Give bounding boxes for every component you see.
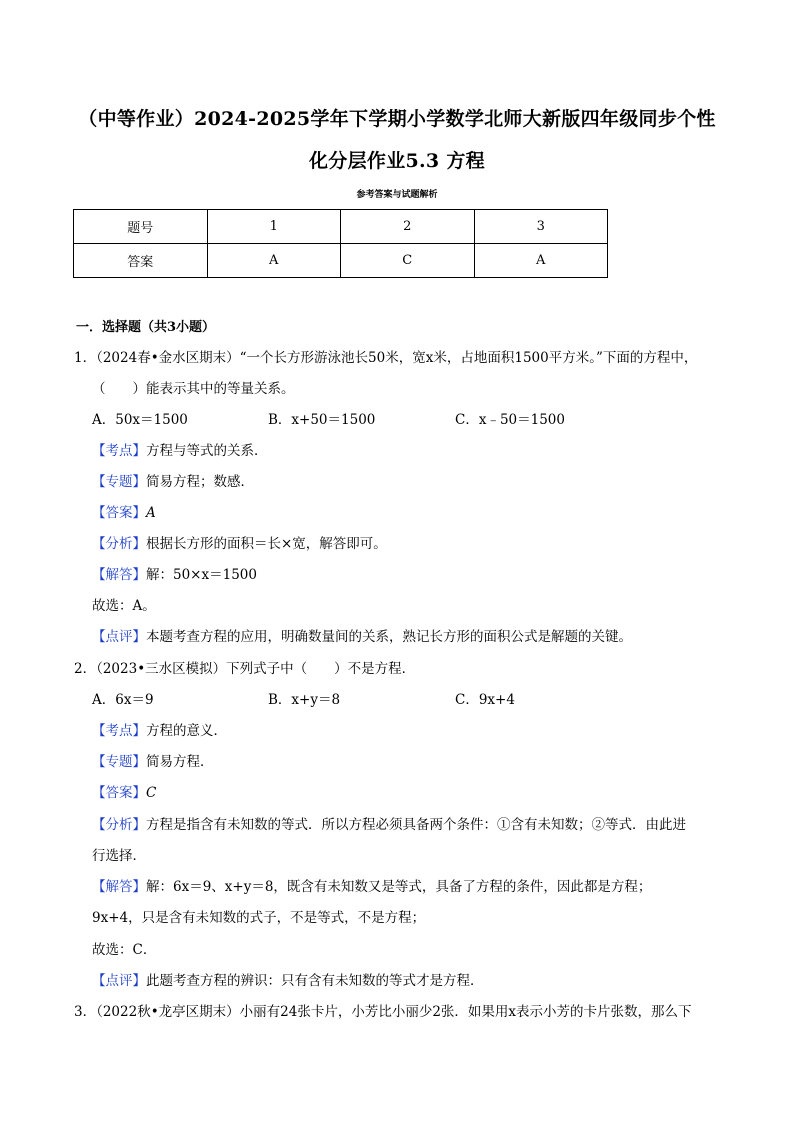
q2-fenxi	[92, 815, 686, 835]
answer-table-row-answers	[74, 244, 608, 278]
q1-stem-line-1: 1．（2024春•金水区期末）“一个长方形游泳池长50米，宽x米，占地面积1500平方米。”下面的方程中，	[74, 350, 698, 366]
q1-option-c: C．x﹣50＝1500	[455, 412, 565, 428]
q1-dianping-text: 本题考查方程的应用，明确数量间的关系，熟记长方形的面积公式是解题的关键。	[146, 629, 632, 645]
dianping-tag: 【点评】	[92, 973, 146, 989]
table-cell: C	[341, 244, 475, 278]
q1-daan	[92, 503, 156, 523]
q2-stem: 2．（2023•三水区模拟）下列式子中（ ）不是方程．	[74, 661, 416, 677]
q1-daan-text: A	[146, 505, 156, 521]
jieda-tag: 【解答】	[92, 567, 146, 583]
q2-kaodian-text: 方程的意义．	[146, 723, 227, 739]
q2-daan-text: C	[146, 785, 157, 801]
fenxi-tag: 【分析】	[92, 817, 146, 833]
answer-table	[73, 209, 608, 278]
q2-dianping-text: 此题考查方程的辨识：只有含有未知数的等式才是方程．	[146, 973, 484, 989]
q2-jieda-line-2: 9x+4，只是含有未知数的式子，不是等式，不是方程；	[92, 910, 426, 926]
table-cell: 1	[207, 210, 341, 244]
q3-stem: 3．（2022秋•龙亭区期末）小丽有24张卡片，小芳比小丽少2张．如果用x表示小芳的卡片张数，那么下	[74, 1004, 692, 1020]
q1-zhuanti-text: 简易方程；数感．	[146, 474, 254, 490]
table-cell: A	[207, 244, 341, 278]
q1-dianping	[92, 627, 632, 647]
q2-option-b: B．x+y＝8	[268, 692, 341, 708]
q2-kaodian	[92, 721, 227, 741]
q2-guxuan: 故选：C．	[92, 942, 157, 958]
q1-fenxi	[92, 534, 387, 554]
q1-option-a: A．50x＝1500	[92, 412, 188, 428]
q2-daan	[92, 783, 156, 803]
kaodian-tag: 【考点】	[92, 723, 146, 739]
q1-jieda-text: 解：50×x＝1500	[146, 567, 257, 583]
fenxi-tag: 【分析】	[92, 536, 146, 552]
zhuanti-tag: 【专题】	[92, 474, 146, 490]
daan-tag: 【答案】	[92, 785, 146, 801]
daan-tag: 【答案】	[92, 505, 146, 521]
jieda-tag: 【解答】	[92, 879, 146, 895]
table-cell: 2	[341, 210, 475, 244]
q1-guxuan: 故选：A。	[92, 598, 156, 614]
q2-fenxi-line-2: 行选择．	[92, 848, 146, 864]
q2-jieda	[92, 877, 651, 897]
q1-jieda	[92, 565, 257, 585]
document-subtitle: 参考答案与试题解析	[356, 190, 438, 200]
q2-zhuanti	[92, 752, 214, 772]
table-cell: 题号	[74, 210, 208, 244]
q1-kaodian-text: 方程与等式的关系．	[146, 443, 268, 459]
table-cell: 3	[474, 210, 608, 244]
q2-zhuanti-text: 简易方程．	[146, 754, 214, 770]
q1-kaodian	[92, 441, 268, 461]
q2-option-c: C．9x+4	[455, 692, 515, 708]
q2-fenxi-text: 方程是指含有未知数的等式．所以方程必须具备两个条件：①含有未知数；②等式．由此进	[146, 817, 686, 833]
q2-dianping	[92, 971, 484, 991]
q1-zhuanti	[92, 472, 254, 492]
section-title: 一．选择题（共3小题）	[76, 320, 216, 335]
q1-fenxi-text: 根据长方形的面积＝长×宽，解答即可。	[146, 536, 387, 552]
answer-table-row-numbers	[74, 210, 608, 244]
dianping-tag: 【点评】	[92, 629, 146, 645]
document-title-line-2: 化分层作业5.3 方程	[309, 150, 485, 172]
kaodian-tag: 【考点】	[92, 443, 146, 459]
q2-jieda-text: 解：6x＝9、x+y＝8，既含有未知数又是等式，具备了方程的条件，因此都是方程；	[146, 879, 652, 895]
q1-stem-line-2: （ ）能表示其中的等量关系。	[92, 381, 295, 397]
q2-option-a: A．6x＝9	[92, 692, 154, 708]
document-title-line-1: （中等作业）2024-2025学年下学期小学数学北师大新版四年级同步个性	[78, 108, 716, 130]
q1-option-b: B．x+50＝1500	[268, 412, 376, 428]
zhuanti-tag: 【专题】	[92, 754, 146, 770]
table-cell: A	[474, 244, 608, 278]
table-cell: 答案	[74, 244, 208, 278]
